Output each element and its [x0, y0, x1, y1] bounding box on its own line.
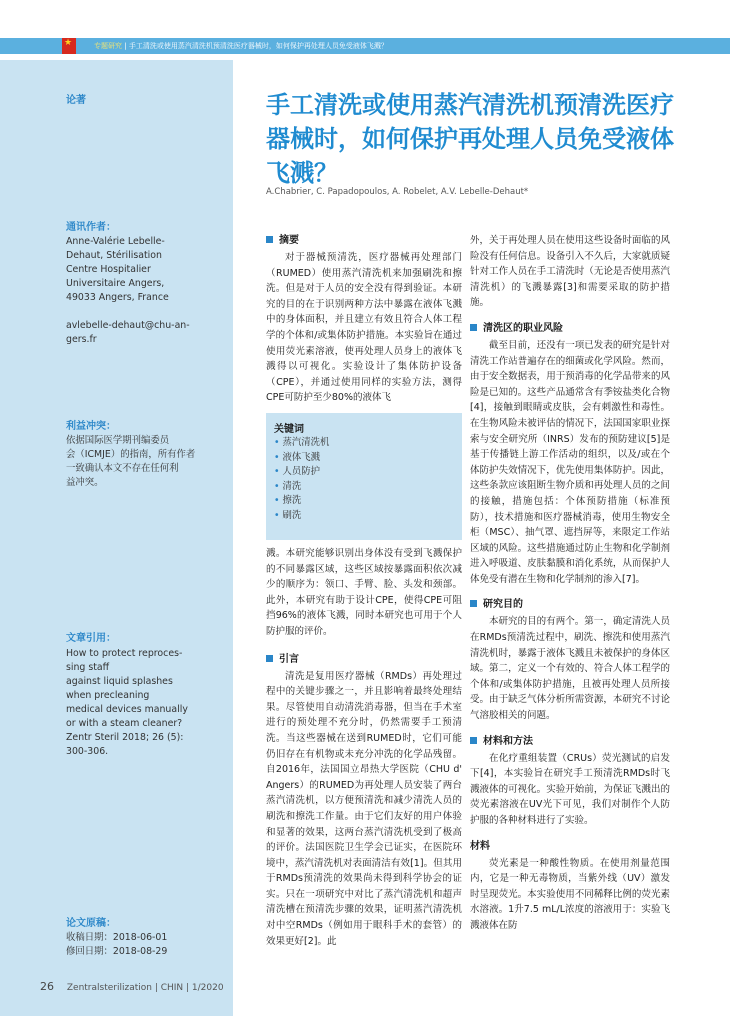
category-label: 论著	[66, 95, 86, 106]
conflict-text: 依据国际医学期刊编委员 会（ICMJE）的指南，所有作者 一致确认本文不存在任何利 益冲突。	[66, 435, 196, 488]
col2	[470, 233, 670, 934]
header-title: 手工清洗或使用蒸汽清洗机预清洗医疗器械时，如何保护再处理人员免受液体飞溅？	[128, 42, 388, 50]
keywords-title: 关键词	[274, 424, 304, 435]
intro-text-cont: 外，关于再处理人员在使用这些设备时面临的风险没有任何信息。设备引入不久后，大家就质疑针对工作人员在手工清洗时（无论是否使用蒸汽清洗机）的飞溅暴露[3]和需要采取的防护措施。	[470, 235, 670, 309]
risk-heading: 清洗区的职业风险	[470, 321, 670, 336]
citation-text: How to protect reproces- sing staff against liquid splashes when precleaning medical devices manually or with a steam cleaner? Zentr Steril 2018; 26 (5): 300-306.	[66, 648, 188, 757]
page-number: 26	[40, 980, 54, 993]
received-label: 论文原稿：	[66, 918, 116, 929]
keyword-item: • 人员防护	[274, 465, 329, 480]
keywords-list	[274, 436, 329, 524]
square-bullet-icon	[470, 737, 477, 744]
article-authors: A.Chabrier, C. Papadopoulos, A. Robelet, A.V. Lebelle-Dehaut*	[266, 187, 529, 197]
square-bullet-icon	[266, 655, 273, 662]
header-text: 专题研究 | 手工清洗或使用蒸汽清洗机预清洗医疗器械时，如何保护再处理人员免受液体飞溅？	[94, 42, 388, 50]
square-bullet-icon	[266, 236, 273, 243]
conflict-label: 利益冲突：	[66, 421, 116, 432]
header-section: 专题研究	[94, 42, 122, 50]
square-bullet-icon	[470, 324, 477, 331]
keyword-item: • 刷洗	[274, 509, 329, 524]
col1-bottom	[266, 546, 462, 949]
page-footer	[40, 980, 224, 993]
china-flag-icon: ★	[62, 38, 76, 54]
abstract-heading: 摘要	[266, 233, 462, 248]
article-title: 手工清洗或使用蒸汽清洗机预清洗医疗器械时，如何保护再处理人员免受液体飞溅？	[266, 91, 674, 187]
abstract-text-2: 溅。本研究能够识别出身体没有受到飞溅保护的不同暴露区域，这些区域按暴露面积依次减少的顺序为：领口、手臂、脸、头发和颈部。此外，本研究有助于设计CPE，使得CPE可阻挡96%的液体飞溅，同时本研究也可用于个人防护服的评价。	[266, 548, 462, 637]
citation-label: 文章引用：	[66, 633, 116, 644]
abstract-text-1: 对于器械预清洗，医疗器械再处理部门（RUMED）使用蒸汽清洗机来加强刷洗和擦洗。但是对于人员的安全没有得到验证。本研究的目的在于识别两种方法中暴露在液体飞溅中的身体面积，并且建立有效且符合人体工程学的个体和/或集体防护措施。本实验旨在通过使用荧光素溶液，使再处理人员身上的液体飞溅得以可视化。实验设计了集体防护设备（CPE），并通过使用同样的实验方法，测得CPE可防护至少80%的液体飞	[266, 252, 462, 404]
sidebar-background	[0, 60, 233, 1016]
received-text: 收稿日期：2018-06-01 修回日期：2018-08-29	[66, 932, 168, 957]
journal-name: Zentralsterilization | CHIN | 1/2020	[66, 983, 224, 993]
keyword-item: • 擦洗	[274, 494, 329, 509]
keyword-item: • 清洗	[274, 480, 329, 495]
methods-text: 在化疗重组装置（CRUs）荧光测试的启发下[4]，本实验旨在研究手工预清洗RMDs时飞溅液体的可视化。实验开始前，为保证飞溅出的荧光素溶液在UV光下可见，我们对制作个人防护服的各种材料进行了实验。	[470, 752, 670, 826]
square-bullet-icon	[470, 600, 477, 607]
risk-text: 截至目前，还没有一项已发表的研究是针对清洗工作站普遍存在的细菌或化学风险。然而，由于安全数据表，用于预消毒的化学品带来的风险是已知的。这些产品通常含有季铵盐类化合物[4]，接触到眼睛或皮肤，会有刺激性和毒性。在生物风险未被评估的情况下，法国国家职业探索与安全研究所（INRS）发布的预防建议[5]是基于传播链上游工作活动的组织，以及/或在个体防护失效情况下，优先使用集体防护。因此，这些条款应该阻断生物介质和再处理人员的之间的接触，措施包括：个体预防措施（标准预防），技术措施和医疗器械消毒，使用生物安全柜（MSC）、抽气罩、遮挡屏等，来限定工作站区域的风险。这些措施通过防止生物和化学制剂进入呼吸道、皮肤黏膜和消化系统，从而保护人体免受有潜在生物和化学制剂的渗入[7]。	[470, 339, 670, 585]
materials-text: 荧光素是一种酸性物质。在使用剂量范围内，它是一种无毒物质，当紫外线（UV）激发时呈现荧光。本实验使用不同稀释比例的荧光素水溶液。1升7.5 mL/L浓度的溶液用于：实验飞溅液体在防	[470, 857, 670, 931]
keyword-item: • 液体飞溅	[274, 451, 329, 466]
materials-heading: 材料	[470, 840, 490, 852]
methods-heading: 材料和方法	[470, 734, 670, 749]
contact-text: Anne-Valérie Lebelle- Dehaut, Stérilisation Centre Hospitalier Universitaire Angers, 49033 Angers, France avlebelle-dehaut@chu-an- gers.fr	[66, 236, 190, 345]
intro-heading: 引言	[266, 652, 462, 667]
keyword-item: • 蒸汽清洗机	[274, 436, 329, 451]
keywords-box	[266, 413, 462, 540]
intro-text: 清洗是复用医疗器械（RMDs）再处理过程中的关键步骤之一，并且影响着最终处理结果。尽管使用自动清洗消毒器，但当在手术室进行的预处理不充分时，仍然需要手工预清洗。当这些器械在送到RUMED时，它们可能仍旧存在有机物或未充分冲洗的化学品残留。自2016年，法国国立昂热大学医院（CHU d' Angers）的RUMED为再处理人员安装了两台蒸汽清洗机，以方便预清洗和减少清洗人员的刷洗和擦洗工作量。由于它们友好的用户体验和显著的效果，这两台蒸汽清洗机受到了极高的评价。法国医院卫生学会已证实，在医院环境中，蒸汽清洗机对表面清洁有效[1]。但其用于RMDs预清洗的效果尚未得到科学协会的证实。只在一项研究中对比了蒸汽清洗机和超声清洗槽在预清洗步骤的效果，证明蒸汽清洗机对中空RMDs（例如用于眼科手术的套管）的效果更好[2]。此	[266, 670, 462, 947]
contact-label: 通讯作者：	[66, 222, 116, 233]
aim-text: 本研究的目的有两个。第一，确定清洗人员在RMDs预清洗过程中，刷洗、擦洗和使用蒸汽清洗机时，暴露于液体飞溅且未被保护的身体区域。第二，定义一个有效的、符合人体工程学的个体和/或集体防护措施，且被再处理人员所接受。由于缺乏气体分析所需资源，本研究不讨论气溶胶相关的问题。	[470, 616, 670, 722]
aim-heading: 研究目的	[470, 597, 670, 612]
abstract-section	[266, 233, 462, 406]
